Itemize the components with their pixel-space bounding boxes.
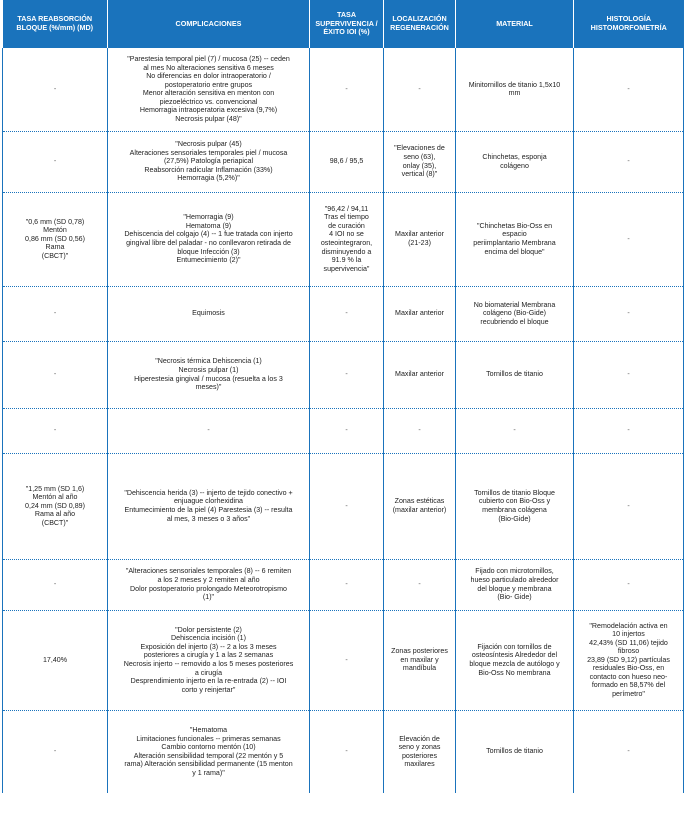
cell-histologia bbox=[574, 341, 684, 408]
cell-line: Alteración sensibilidad temporal (22 mentón y 5 bbox=[133, 751, 284, 760]
cell-line: (CBCT)" bbox=[41, 518, 69, 527]
cell-line: - bbox=[627, 747, 630, 756]
cell-histologia bbox=[574, 710, 684, 793]
cell-reabsorcion bbox=[3, 192, 108, 286]
cell-line: - bbox=[627, 580, 630, 589]
cell-line: "Hemorragia (9) bbox=[183, 213, 234, 222]
cell-complicaciones bbox=[108, 286, 310, 341]
cell-line: perímetro" bbox=[612, 689, 645, 698]
cell-material bbox=[456, 131, 574, 192]
cell-line: osteosíntesis Alrededor del bbox=[471, 651, 558, 660]
header-complicaciones: COMPLICACIONES bbox=[108, 0, 310, 48]
cell-supervivencia bbox=[310, 610, 384, 710]
table-row bbox=[3, 559, 684, 610]
cell-line: Dehiscencia del colgajo (4) -- 1 fue tratada con injerto bbox=[124, 230, 293, 239]
cell-complicaciones bbox=[108, 408, 310, 453]
cell-line: (21-23) bbox=[408, 239, 431, 247]
cell-supervivencia bbox=[310, 453, 384, 559]
cell-localizacion bbox=[384, 610, 456, 710]
cell-line: (1)" bbox=[202, 593, 215, 602]
cell-line: - bbox=[345, 580, 348, 589]
cell-line: - bbox=[418, 426, 421, 435]
cell-material bbox=[456, 286, 574, 341]
cell-localizacion bbox=[384, 131, 456, 192]
cell-line: del bloque y membrana bbox=[477, 584, 552, 593]
complications-table bbox=[2, 0, 684, 793]
cell-line: mm bbox=[508, 89, 521, 98]
cell-complicaciones bbox=[108, 192, 310, 286]
cell-supervivencia bbox=[310, 48, 384, 131]
cell-line: Maxilar anterior bbox=[395, 370, 444, 379]
cell-line: Hiperestesia gingival / mucosa (resuelta a los 3 bbox=[134, 374, 283, 383]
cell-line: - bbox=[345, 309, 348, 318]
cell-material bbox=[456, 610, 574, 710]
cell-line: Maxilar anterior bbox=[395, 309, 444, 318]
cell-line: bloque mezcla de autólogo y bbox=[469, 660, 560, 668]
cell-line: corto y reinjertar" bbox=[181, 685, 236, 694]
cell-line: 42,43% (SD 11,06) tejido bbox=[589, 638, 668, 647]
cell-line: en maxilar y bbox=[400, 655, 439, 664]
cell-line: encima del bloque" bbox=[484, 247, 545, 256]
cell-line: - bbox=[345, 655, 348, 664]
cell-line: "Dehiscencia herida (3) -- injerto de tejido conectivo + bbox=[124, 488, 293, 497]
cell-line: vertical (8)" bbox=[401, 170, 438, 179]
cell-reabsorcion bbox=[3, 408, 108, 453]
cell-supervivencia bbox=[310, 131, 384, 192]
cell-line: 10 injertos bbox=[612, 630, 645, 639]
cell-histologia bbox=[574, 453, 684, 559]
cell-line: - bbox=[53, 426, 57, 435]
cell-histologia bbox=[574, 559, 684, 610]
cell-line: a cirugía bbox=[194, 668, 223, 677]
cell-line: - bbox=[53, 84, 57, 93]
cell-line: No biomaterial Membrana bbox=[473, 300, 556, 309]
cell-line: mandíbula bbox=[402, 664, 437, 673]
cell-line: Necrosis pulpar (48)" bbox=[175, 114, 242, 123]
cell-line: Zonas posteriores bbox=[391, 647, 448, 656]
header-localizacion: LOCALIZACIÓN REGENERACIÓN bbox=[384, 0, 456, 48]
cell-line: a los 2 meses y 2 remiten al año bbox=[157, 575, 260, 584]
cell-line: Fijación con tornillos de bbox=[477, 642, 552, 651]
header-material: MATERIAL bbox=[456, 0, 574, 48]
cell-line: 17,40% bbox=[42, 655, 68, 664]
cell-line: - bbox=[345, 84, 348, 93]
cell-complicaciones bbox=[108, 341, 310, 408]
cell-line: piezoeléctrico vs. convencional bbox=[159, 97, 258, 106]
cell-line: residuales Bio-Oss, en bbox=[592, 664, 665, 673]
cell-supervivencia bbox=[310, 341, 384, 408]
cell-line: - bbox=[627, 157, 630, 166]
cell-line: de curación bbox=[328, 221, 365, 230]
cell-line: supervivencia" bbox=[323, 264, 370, 273]
cell-line: Chinchetas, esponja bbox=[482, 152, 547, 161]
cell-line: Exposición del injerto (3) -- 2 a los 3 meses bbox=[140, 642, 277, 651]
cell-line: posteriores a cirugía y 1 a las 2 semanas bbox=[143, 651, 274, 660]
cell-line: 0,24 mm (SD 0,89) bbox=[25, 501, 85, 510]
cell-line: Fijado con microtornillos, bbox=[475, 567, 554, 576]
cell-line: Dehiscencia incisión (1) bbox=[171, 634, 246, 643]
cell-line: Necrosis injerto -- removido a los 5 meses posteriores bbox=[123, 660, 294, 668]
cell-line: Hematoma (9) bbox=[185, 221, 232, 230]
cell-line: "1,25 mm (SD 1,6) bbox=[25, 484, 85, 493]
cell-line: periimplantario Membrana bbox=[473, 239, 556, 247]
cell-line: hueso particulado alrededor bbox=[470, 575, 559, 584]
cell-line: osteointegraron, bbox=[320, 239, 373, 247]
cell-line: espacio bbox=[502, 230, 527, 239]
cell-line: - bbox=[418, 84, 421, 93]
cell-complicaciones bbox=[108, 610, 310, 710]
cell-line: Zonas estéticas bbox=[394, 497, 445, 506]
cell-line: - bbox=[345, 370, 348, 379]
cell-complicaciones bbox=[108, 710, 310, 793]
cell-complicaciones bbox=[108, 48, 310, 131]
table-body bbox=[3, 48, 684, 793]
cell-line: fibroso bbox=[617, 647, 640, 656]
cell-line: 4 IOI no se bbox=[329, 230, 364, 239]
cell-line: seno (63), bbox=[403, 152, 436, 161]
cell-line: colágeno (Bio-Gide) bbox=[482, 309, 547, 318]
cell-line: Mentón al año bbox=[32, 493, 78, 502]
cell-line: gingival libre del paladar - no conllevaron retirada de bbox=[126, 239, 291, 247]
cell-line: 0,86 mm (SD 0,56) bbox=[25, 234, 85, 243]
cell-line: colágeno bbox=[500, 161, 529, 170]
cell-line: - bbox=[345, 747, 348, 756]
cell-material bbox=[456, 192, 574, 286]
cell-line: Bio-Oss No membrana bbox=[478, 668, 551, 677]
header-reabsorcion: TASA REABSORCIÓN BLOQUE (%/mm) (MD) bbox=[3, 0, 108, 48]
cell-supervivencia bbox=[310, 559, 384, 610]
cell-material bbox=[456, 48, 574, 131]
cell-histologia bbox=[574, 286, 684, 341]
table-row bbox=[3, 710, 684, 793]
cell-line: cubierto con Bio-Oss y bbox=[478, 497, 551, 506]
cell-line: - bbox=[627, 84, 630, 93]
cell-line: "Chinchetas Bio-Oss en bbox=[476, 221, 553, 230]
header-histologia: HISTOLOGÍA HISTOMORFOMETRÍA bbox=[574, 0, 684, 48]
cell-localizacion bbox=[384, 710, 456, 793]
cell-line: 98,6 / 95,5 bbox=[329, 157, 364, 166]
cell-line: - bbox=[627, 501, 630, 510]
cell-line: - bbox=[418, 580, 421, 589]
cell-line: Menor alteración sensitiva en menton con bbox=[142, 89, 275, 98]
cell-line: "Remodelación activa en bbox=[589, 621, 668, 630]
cell-histologia bbox=[574, 131, 684, 192]
table-row bbox=[3, 192, 684, 286]
cell-localizacion bbox=[384, 559, 456, 610]
cell-line: Limitaciones funcionales -- primeras semanas bbox=[136, 734, 281, 743]
cell-line: bloque Infección (3) bbox=[177, 247, 240, 256]
table-row bbox=[3, 408, 684, 453]
cell-line: - bbox=[345, 426, 348, 435]
cell-line: (Bio- Gide) bbox=[497, 593, 532, 602]
cell-line: postoperatorio entre grupos bbox=[164, 80, 253, 89]
cell-line: rama) Alteración sensibilidad permanente (15 menton bbox=[124, 760, 293, 769]
table-row bbox=[3, 286, 684, 341]
cell-line: Necrosis pulpar (1) bbox=[178, 365, 239, 374]
cell-line: - bbox=[53, 370, 57, 379]
cell-line: Alteraciones sensoriales temporales piel / mucosa bbox=[129, 148, 288, 157]
table-row bbox=[3, 48, 684, 131]
table-row bbox=[3, 610, 684, 710]
cell-line: "Necrosis térmica Dehiscencia (1) bbox=[155, 357, 262, 366]
cell-line: membrana colágena bbox=[482, 506, 547, 514]
cell-histologia bbox=[574, 48, 684, 131]
cell-reabsorcion bbox=[3, 286, 108, 341]
cell-reabsorcion bbox=[3, 131, 108, 192]
cell-localizacion bbox=[384, 286, 456, 341]
cell-reabsorcion bbox=[3, 610, 108, 710]
table-row bbox=[3, 131, 684, 192]
cell-material bbox=[456, 341, 574, 408]
cell-supervivencia bbox=[310, 192, 384, 286]
cell-line: - bbox=[627, 234, 630, 243]
cell-line: - bbox=[627, 370, 630, 379]
cell-line: (maxilar anterior) bbox=[392, 506, 447, 514]
cell-line: "0,6 mm (SD 0,78) bbox=[25, 217, 85, 226]
cell-line: - bbox=[53, 580, 57, 589]
header-row bbox=[3, 0, 684, 48]
cell-line: - bbox=[53, 309, 57, 318]
cell-line: "Alteraciones sensoriales temporales (8) -- 6 remiten bbox=[125, 567, 292, 576]
cell-supervivencia bbox=[310, 710, 384, 793]
cell-supervivencia bbox=[310, 286, 384, 341]
cell-line: Equimosis bbox=[192, 309, 225, 318]
table-row bbox=[3, 341, 684, 408]
cell-histologia bbox=[574, 408, 684, 453]
cell-complicaciones bbox=[108, 559, 310, 610]
cell-line: 91.9 % la bbox=[331, 256, 362, 265]
cell-reabsorcion bbox=[3, 453, 108, 559]
cell-line: "Elevaciones de bbox=[394, 144, 445, 153]
cell-line: - bbox=[513, 426, 516, 435]
cell-line: al mes, 3 meses o 3 años" bbox=[166, 514, 251, 523]
cell-line: "96,42 / 94,11 bbox=[324, 204, 369, 213]
cell-line: Mentón bbox=[43, 226, 67, 235]
cell-line: No diferencias en dolor intraoperatorio / bbox=[146, 72, 271, 81]
cell-line: - bbox=[53, 747, 57, 756]
cell-line: meses)" bbox=[195, 383, 222, 392]
cell-line: Minitornillos de titanio 1,5x10 bbox=[468, 80, 561, 89]
cell-histologia bbox=[574, 192, 684, 286]
cell-line: Rama bbox=[45, 243, 65, 252]
cell-reabsorcion bbox=[3, 48, 108, 131]
cell-line: (Bio-Gide) bbox=[498, 514, 531, 523]
cell-line: disminuyendo a bbox=[321, 247, 372, 256]
cell-localizacion bbox=[384, 48, 456, 131]
cell-line: Tornillos de titanio Bloque bbox=[474, 488, 555, 497]
cell-supervivencia bbox=[310, 408, 384, 453]
cell-line: recubriendo el bloque bbox=[480, 317, 549, 326]
cell-localizacion bbox=[384, 453, 456, 559]
cell-line: Entumecimiento (2)" bbox=[176, 256, 241, 265]
cell-line: Dolor postoperatorio prolongado Meteorotropismo bbox=[130, 584, 287, 593]
cell-material bbox=[456, 453, 574, 559]
cell-line: al mes No alteraciones sensitiva 6 meses bbox=[143, 63, 274, 72]
cell-histologia bbox=[574, 610, 684, 710]
cell-complicaciones bbox=[108, 453, 310, 559]
cell-material bbox=[456, 710, 574, 793]
cell-line: maxilares bbox=[404, 760, 435, 769]
cell-line: onlay (35), bbox=[402, 161, 437, 170]
cell-localizacion bbox=[384, 408, 456, 453]
cell-line: Tornillos de titanio bbox=[486, 370, 543, 379]
cell-line: Entumecimiento de la piel (4) Parestesia (3) -- resulta bbox=[124, 506, 293, 514]
cell-line: Tras el tiempo bbox=[324, 213, 369, 222]
cell-localizacion bbox=[384, 192, 456, 286]
cell-line: "Hematoma bbox=[189, 726, 228, 735]
cell-line: - bbox=[207, 426, 210, 435]
cell-line: formado en 58,57% del bbox=[591, 681, 666, 690]
cell-material bbox=[456, 408, 574, 453]
cell-line: - bbox=[345, 501, 348, 510]
cell-complicaciones bbox=[108, 131, 310, 192]
cell-line: 23,89 (SD 9,12) partículas bbox=[587, 655, 670, 664]
cell-line: Elevación de bbox=[399, 734, 440, 743]
cell-reabsorcion bbox=[3, 559, 108, 610]
cell-line: Tornillos de titanio bbox=[486, 747, 543, 756]
cell-line: "Necrosis pulpar (45) bbox=[175, 140, 242, 149]
cell-line: enjuague clorhexidina bbox=[173, 497, 244, 506]
cell-reabsorcion bbox=[3, 710, 108, 793]
cell-line: Cambio contorno mentón (10) bbox=[161, 743, 256, 752]
cell-line: seno y zonas bbox=[398, 743, 441, 752]
cell-localizacion bbox=[384, 341, 456, 408]
cell-line: (CBCT)" bbox=[41, 251, 69, 260]
cell-line: y 1 rama)" bbox=[192, 768, 225, 777]
header-supervivencia: TASA SUPERVIVENCIA / ÉXITO IOI (%) bbox=[310, 0, 384, 48]
cell-line: contacto con hueso neo- bbox=[589, 672, 668, 681]
cell-line: - bbox=[53, 157, 57, 166]
cell-line: Hemorragia (5,2%)" bbox=[177, 174, 240, 183]
cell-line: posteriores bbox=[401, 751, 438, 760]
cell-line: Reabsorción radicular Inflamación (33%) bbox=[144, 165, 273, 174]
table-row bbox=[3, 453, 684, 559]
cell-line: Rama al año bbox=[34, 510, 76, 519]
cell-reabsorcion bbox=[3, 341, 108, 408]
cell-material bbox=[456, 559, 574, 610]
cell-line: Hemorragia intraoperatoria excesiva (9,7%) bbox=[139, 106, 278, 115]
cell-line: Desprendimiento injerto en la re-entrada (2) -- IOI bbox=[130, 677, 287, 686]
cell-line: "Parestesia temporal piel (7) / mucosa (25) -- ceden bbox=[127, 55, 290, 64]
cell-line: "Dolor persistente (2) bbox=[175, 625, 242, 634]
cell-line: - bbox=[627, 426, 630, 435]
cell-line: Maxilar anterior bbox=[395, 230, 444, 239]
cell-line: (27,5%) Patología periapical bbox=[163, 157, 254, 166]
cell-line: - bbox=[627, 309, 630, 318]
